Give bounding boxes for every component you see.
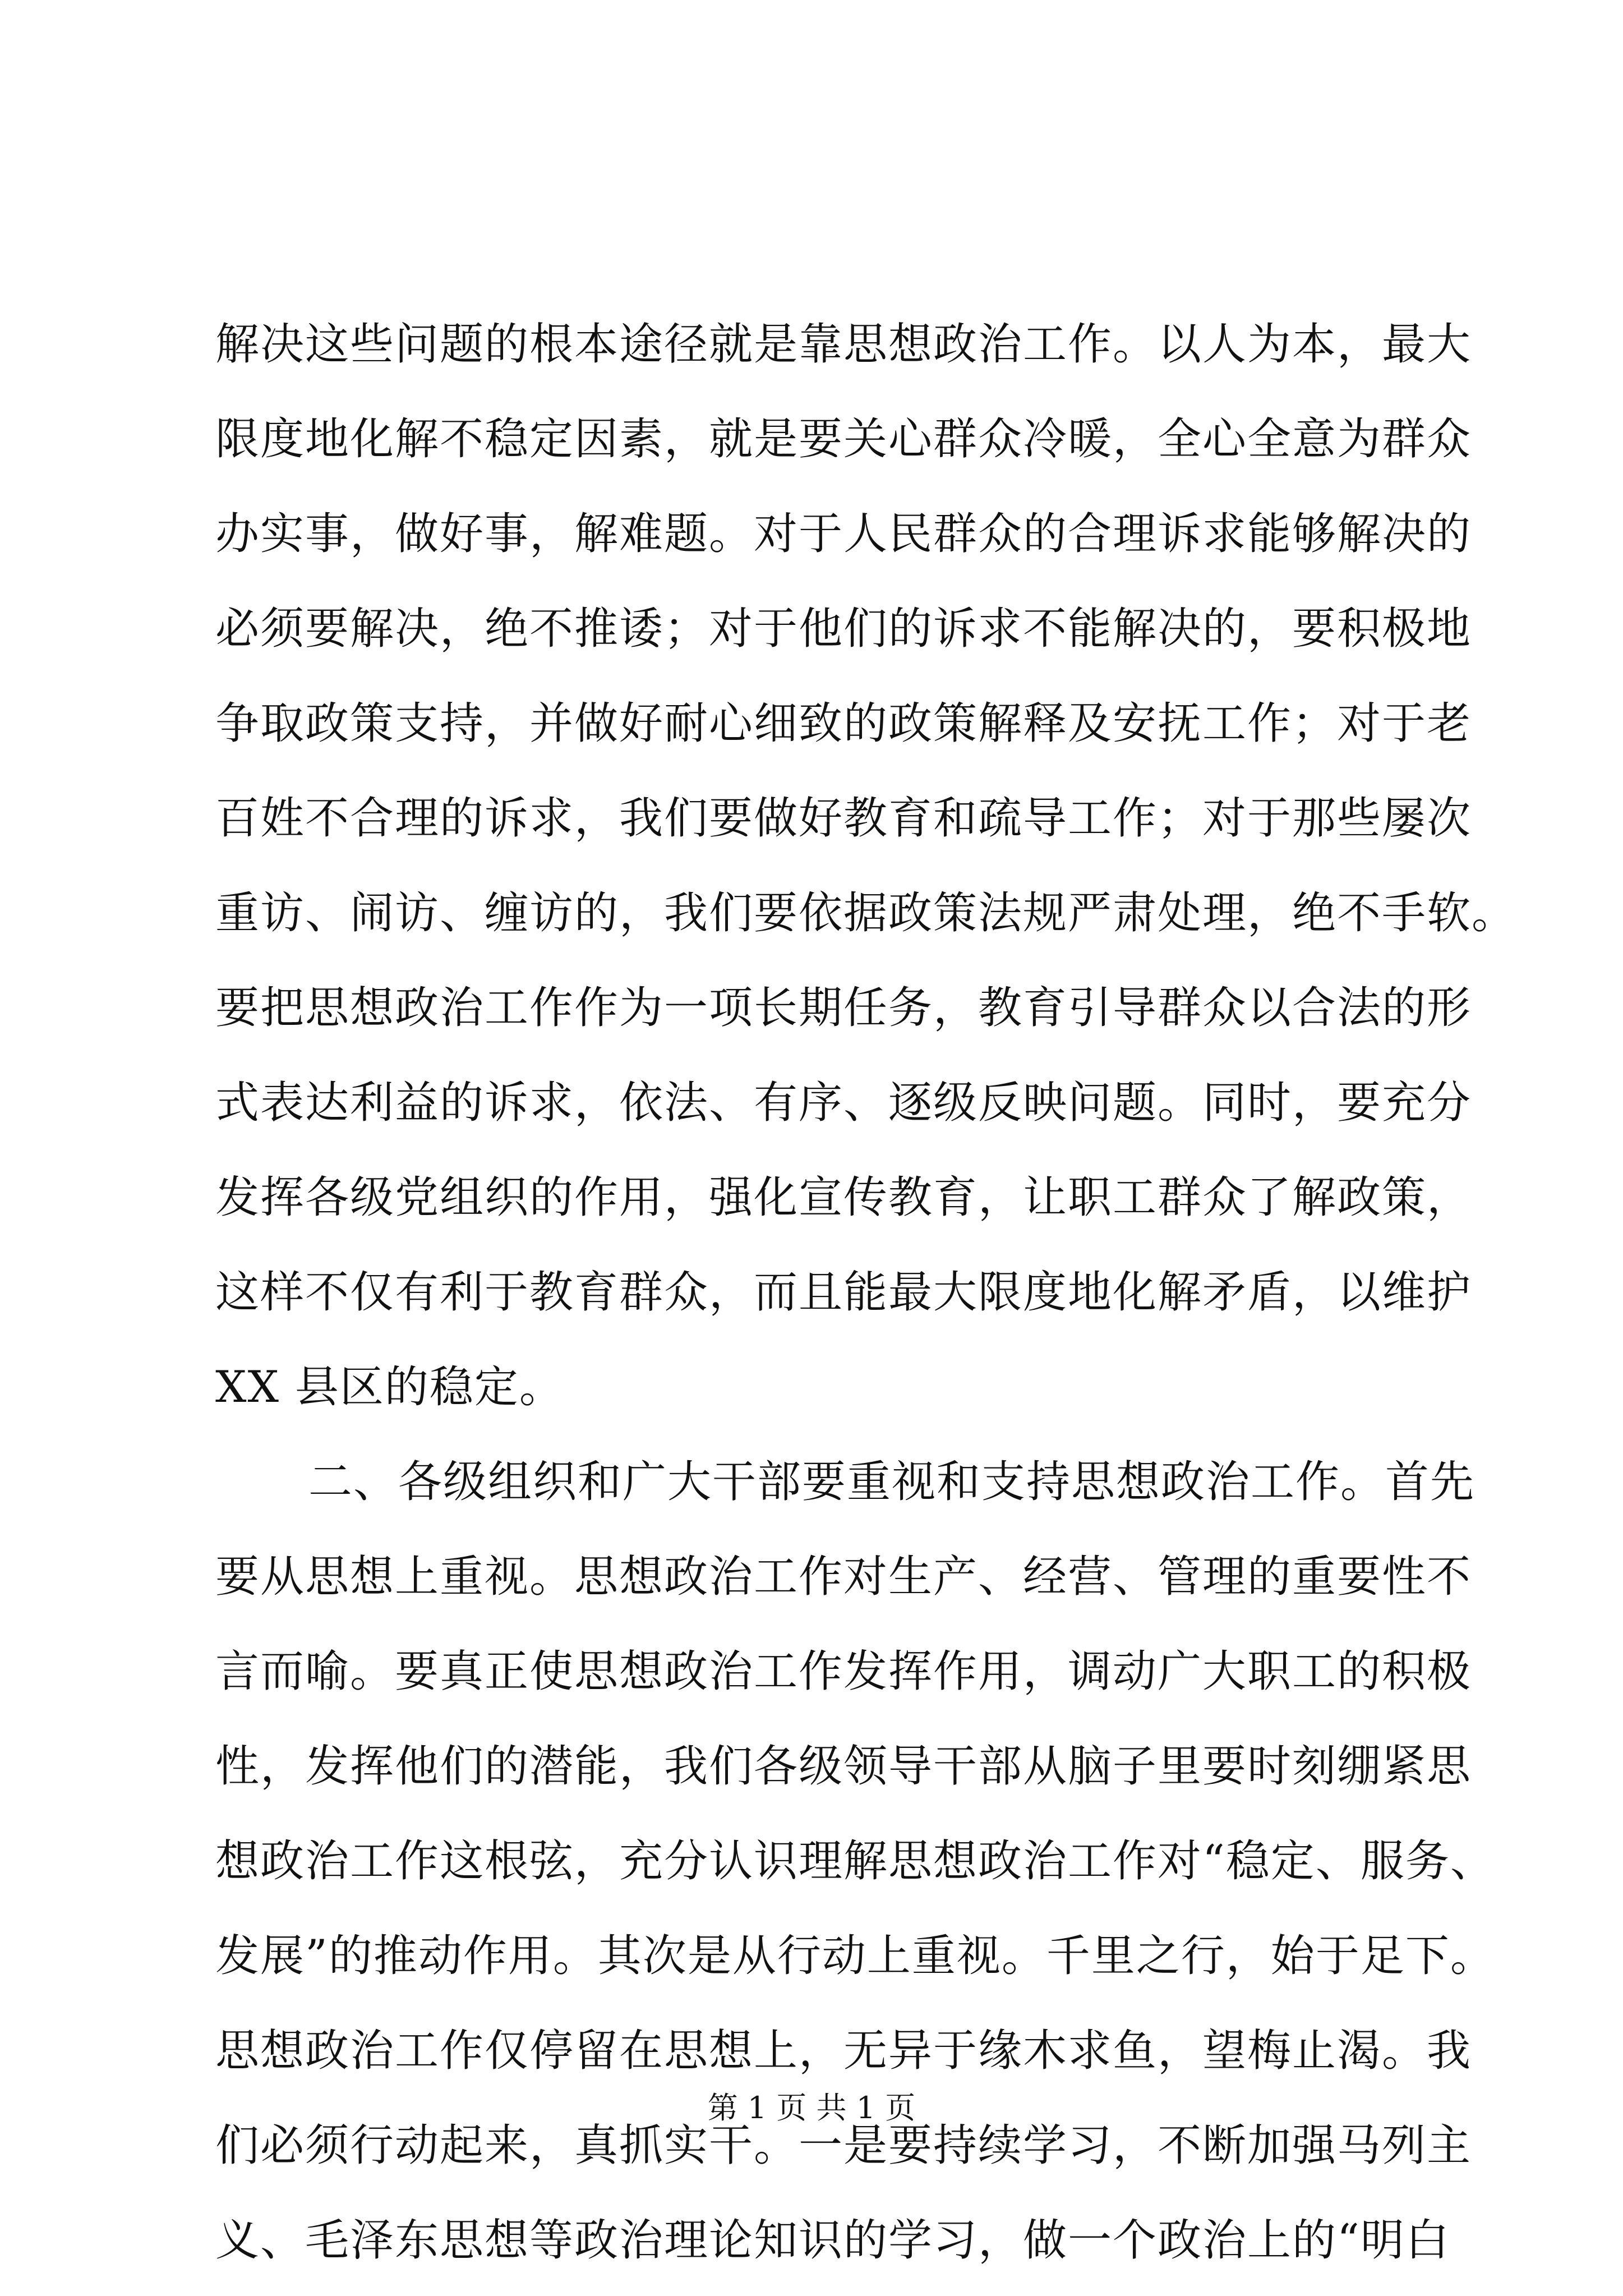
text-line: 限度地化解不稳定因素，就是要关心群众冷暖，全心全意为群众 [215, 414, 1472, 464]
text-line: 百姓不合理的诉求，我们要做好教育和疏导工作；对于那些屡次 [215, 793, 1472, 844]
document-body [215, 297, 1517, 2288]
text-line: 们必须行动起来，真抓实干。一是要持续学习，不断加强马列主 [215, 2120, 1472, 2171]
text-line: 发挥各级党组织的作用，强化宣传教育，让职工群众了解政策， [215, 1172, 1472, 1223]
text-line: 要把思想政治工作作为一项长期任务，教育引导群众以合法的形 [215, 983, 1472, 1033]
text-line: 思想政治工作仅停留在思想上，无异于缘木求鱼，望梅止渴。我 [215, 2026, 1472, 2076]
text-line: 性，发挥他们的潜能，我们各级领导干部从脑子里要时刻绷紧思 [215, 1741, 1472, 1792]
text-line: 解决这些问题的根本途径就是靠思想政治工作。以人为本，最大 [215, 319, 1472, 370]
text-line: 要从思想上重视。思想政治工作对生产、经营、管理的重要性不 [215, 1552, 1472, 1602]
text-line: 式表达利益的诉求，依法、有序、逐级反映问题。同时，要充分 [215, 1078, 1472, 1128]
text-line: 言而喻。要真正使思想政治工作发挥作用，调动广大职工的积极 [215, 1646, 1472, 1697]
text-line: 办实事，做好事，解难题。对于人民群众的合理诉求能够解决的 [215, 509, 1472, 559]
text-line: 必须要解决，绝不推诿；对于他们的诉求不能解决的，要积极地 [215, 604, 1472, 654]
text-line: 发展”的推动作用。其次是从行动上重视。千里之行，始于足下。 [215, 1931, 1495, 1981]
text-line: 争取政策支持，并做好耐心细致的政策解释及安抚工作；对于老 [215, 698, 1472, 749]
page-number-footer: 第 1 页 共 1 页 [707, 2090, 916, 2125]
text-line: 这样不仅有利于教育群众，而且能最大限度地化解矛盾，以维护 [215, 1267, 1472, 1318]
text-line: XX 县区的稳定。 [215, 1362, 564, 1412]
text-line: 想政治工作这根弦，充分认识理解思想政治工作对“稳定、服务、 [215, 1836, 1495, 1887]
text-line: 义、毛泽东思想等政治理论知识的学习，做一个政治上的“明白 [215, 2215, 1450, 2266]
paragraph-first-line: 二、各级组织和广大干部要重视和支持思想政治工作。首先 [308, 1457, 1476, 1507]
text-line: 重访、闹访、缠访的，我们要依据政策法规严肃处理，绝不手软。 [215, 888, 1517, 938]
